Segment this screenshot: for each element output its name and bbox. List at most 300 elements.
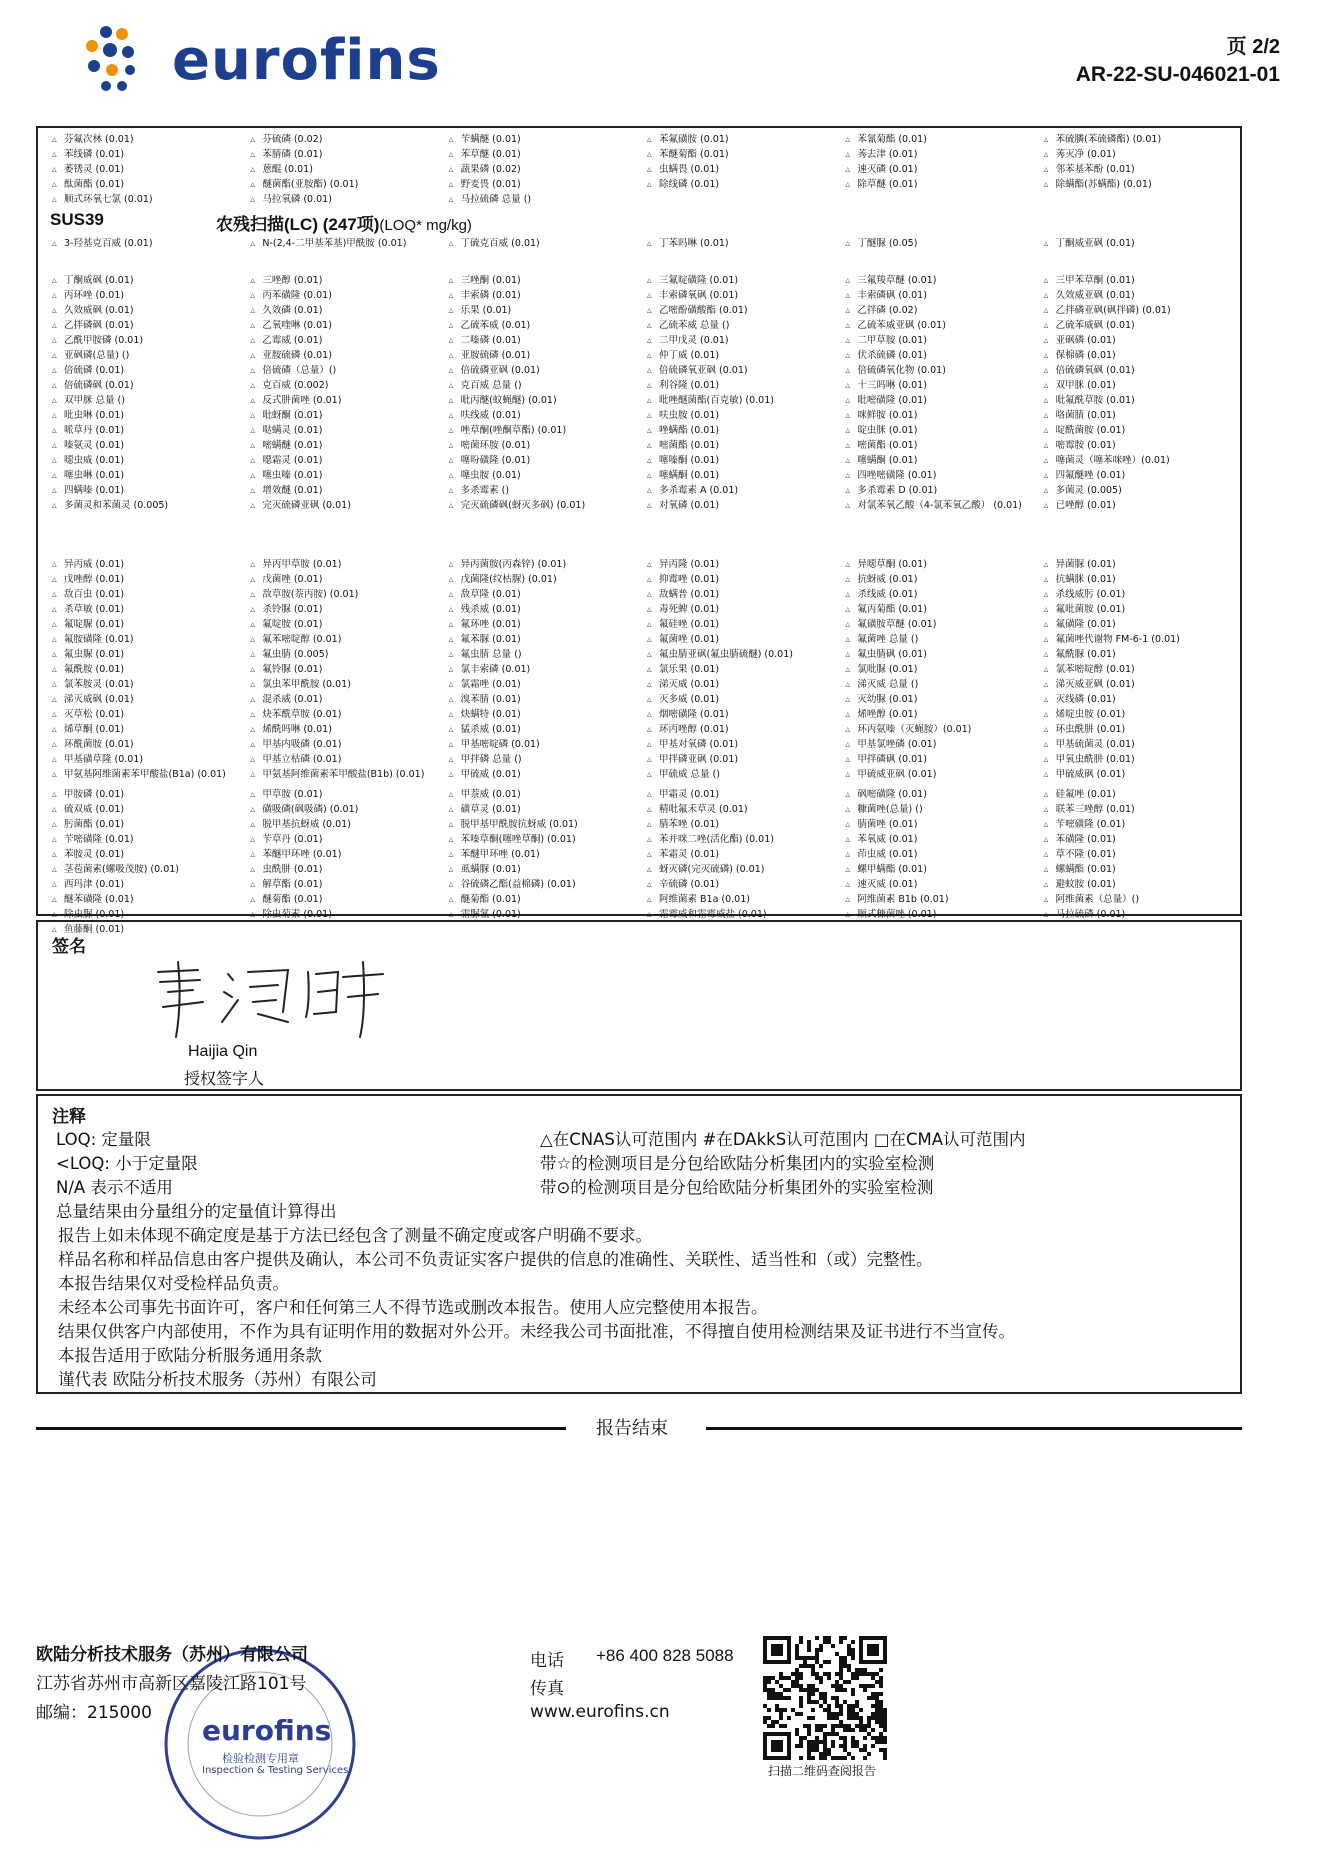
note-subcontract-external: 带⊙的检测项目是分包给欧陆分析集团外的实验室检测 <box>540 1178 934 1197</box>
test-item: △ 咯菌腈 (0.01) <box>1038 408 1236 423</box>
test-item: △ 甲基嘧啶磷 (0.01) <box>443 737 641 752</box>
test-item: △ 氟虫腈 总量 () <box>443 647 641 662</box>
test-item: △ 苯氰菊酯 (0.01) <box>839 132 1037 147</box>
test-item: △ 联苯三唑醇 (0.01) <box>1038 802 1236 817</box>
test-item: △ 对氧磷 (0.01) <box>641 498 839 513</box>
note-internal-use: 结果仅供客户内部使用，不作为具有证明作用的数据对外公开。未经我公司书面批准，不得擅自使用检测结果及证书进行不当宣传。 <box>58 1322 1015 1341</box>
test-item: △ 利谷隆 (0.01) <box>641 378 839 393</box>
test-item: △ 野麦畏 (0.01) <box>443 177 641 192</box>
test-item: △ 鱼藤酮 (0.01) <box>46 922 244 937</box>
page-number: 页 2/2 <box>1226 36 1280 58</box>
page-info <box>1076 30 1280 87</box>
test-item: △ 丰索磷 (0.01) <box>443 288 641 303</box>
company-postcode: 邮编：215000 <box>36 1703 152 1723</box>
test-item: △ 乙硫苯威 总量 () <box>641 318 839 333</box>
test-item: △ 草不隆 (0.01) <box>1038 847 1236 862</box>
test-item: △ 甲硫威亚砜 (0.01) <box>839 767 1037 782</box>
test-item: △ 敌草隆 (0.01) <box>443 587 641 602</box>
test-item: △ 甲基立枯磷 (0.01) <box>244 752 442 767</box>
test-item: △ 芬硫磷 (0.02) <box>244 132 442 147</box>
notes-title: 注释 <box>52 1107 86 1127</box>
test-item: △ 甲氧虫酰肼 (0.01) <box>1038 752 1236 767</box>
test-items-block-4 <box>46 787 1236 937</box>
test-item: △ 氟丙菊酯 (0.01) <box>839 602 1037 617</box>
test-item: △ 氟酰脲 (0.01) <box>1038 647 1236 662</box>
test-item: △ 甲拌磷 总量 () <box>443 752 641 767</box>
test-item: △ 二甲草胺 (0.01) <box>839 333 1037 348</box>
note-sample-info: 样品名称和样品信息由客户提供及确认，本公司不负责证实客户提供的信息的准确性、关联性、适当性和（或）完整性。 <box>58 1250 933 1269</box>
note-copy: 未经本公司事先书面许可，客户和任何第三人不得节选或删改本报告。使用人应完整使用本报告。 <box>58 1298 768 1317</box>
test-item: △ 氯虫苯甲酰胺 (0.01) <box>244 677 442 692</box>
test-item: △ 十三吗啉 (0.01) <box>839 378 1037 393</box>
test-item: △ 吡虫啉 (0.01) <box>46 408 244 423</box>
test-item: △ 唑草酮(唑酮草酯) (0.01) <box>443 423 641 438</box>
test-item: △ 肟菌酯 (0.01) <box>46 817 244 832</box>
divider-left <box>36 1427 566 1430</box>
test-item: △ 二嗪磷 (0.01) <box>443 333 641 348</box>
test-item: △ 嘧菌酯 (0.01) <box>641 438 839 453</box>
test-item: △ 异丙菌胺(丙森锌) (0.01) <box>443 557 641 572</box>
test-item: △ 氟菌唑 (0.01) <box>641 632 839 647</box>
test-item: △ 毒死蜱 (0.01) <box>641 602 839 617</box>
test-item: △ 苯氟磺胺 (0.01) <box>641 132 839 147</box>
test-item: △ 炔螨特 (0.01) <box>443 707 641 722</box>
test-items-block-2 <box>46 273 1236 513</box>
test-item: △ 氟胺磺隆 (0.01) <box>46 632 244 647</box>
test-item: △ 阿维菌素（总量）() <box>1038 892 1236 907</box>
test-item: △ 烟嘧磺隆 (0.01) <box>641 707 839 722</box>
test-item: △ 苯醚甲环唑 (0.01) <box>443 847 641 862</box>
test-item: △ 氟菌唑 总量 () <box>839 632 1037 647</box>
test-item: △ 噻吩磺隆 (0.01) <box>443 453 641 468</box>
company-name: 欧陆分析技术服务（苏州）有限公司 <box>36 1645 308 1665</box>
test-item: △ 避蚊胺 (0.01) <box>1038 877 1236 892</box>
test-item: △ 萎锈灵 (0.01) <box>46 162 244 177</box>
eurofins-logo <box>80 22 440 97</box>
test-item: △ 噻螨酮 (0.01) <box>839 453 1037 468</box>
test-item: △ 呋虫胺 (0.01) <box>641 408 839 423</box>
test-item: △ 氟磺胺草醚 (0.01) <box>839 617 1037 632</box>
test-item: △ 解草酯 (0.01) <box>244 877 442 892</box>
test-item: △ 苯磺隆 (0.01) <box>1038 832 1236 847</box>
test-item: △ 三氟羧草醚 (0.01) <box>839 273 1037 288</box>
test-item: △ 苯硫膦(苯硫磷酯) (0.01) <box>1038 132 1236 147</box>
test-item: △ 啶虫脒 (0.01) <box>839 423 1037 438</box>
signer-name: Haijia Qin <box>188 1043 258 1060</box>
test-item: △ 倍硫磷亚砜 (0.01) <box>443 363 641 378</box>
test-item: △ 醚菊酯 (0.01) <box>443 892 641 907</box>
test-item: △ 丙环唑 (0.01) <box>46 288 244 303</box>
test-item: △ 咪鲜胺 (0.01) <box>839 408 1037 423</box>
test-item: △ 双甲脒 (0.01) <box>1038 378 1236 393</box>
test-item: △ 醚苯磺隆 (0.01) <box>46 892 244 907</box>
test-item: △ 仲丁威 (0.01) <box>641 348 839 363</box>
test-item: △ 丁醚脲 (0.05) <box>839 236 1037 251</box>
test-item: △ 杀铃脲 (0.01) <box>244 602 442 617</box>
test-item: △ 氟虫腈亚砜(氟虫腈硫醚) (0.01) <box>641 647 839 662</box>
test-item: △ 丁酮威砜 (0.01) <box>46 273 244 288</box>
test-item: △ 环丙氨嗪（灭蝇胺）(0.01) <box>839 722 1037 737</box>
test-item: △ 苯草醚 (0.01) <box>443 147 641 162</box>
test-item: △ 抗螨脒 (0.01) <box>1038 572 1236 587</box>
test-item: △ 噻虫嗪 (0.01) <box>244 468 442 483</box>
note-accreditation: △在CNAS认可范围内 #在DAkkS认可范围内 □在CMA认可范围内 <box>540 1130 1026 1149</box>
test-item: △ 环酰菌胺 (0.01) <box>46 737 244 752</box>
test-item: △ 虱螨脲 (0.01) <box>443 862 641 877</box>
test-item: △ 乙酰甲胺磷 (0.01) <box>46 333 244 348</box>
test-items-block-1 <box>46 236 1236 251</box>
test-item: △ 蒽醌 (0.01) <box>244 162 442 177</box>
test-item: △ 马拉硫磷 (0.01) <box>1038 907 1236 922</box>
test-item: △ 苯线磷 (0.01) <box>46 147 244 162</box>
notes-section <box>36 1094 1242 1394</box>
test-item: △ 噻虫啉 (0.01) <box>46 468 244 483</box>
note-below-loq: <LOQ: 小于定量限 <box>56 1154 198 1173</box>
test-item: △ 环虫酰肼 (0.01) <box>1038 722 1236 737</box>
test-item: △ 完灭硫磷砜(蚜灭多砜) (0.01) <box>443 498 641 513</box>
test-item: △ N-(2,4-二甲基苯基)甲酰胺 (0.01) <box>244 236 442 251</box>
test-item: △ 乙霉威 (0.01) <box>244 333 442 348</box>
test-item: △ 氯苯嘧啶醇 (0.01) <box>1038 662 1236 677</box>
phone-row <box>530 1646 734 1671</box>
test-item: △ 杀草敏 (0.01) <box>46 602 244 617</box>
test-item: △ 三唑酮 (0.01) <box>443 273 641 288</box>
test-item: △ 烯唑醇 (0.01) <box>839 707 1037 722</box>
test-item: △ 苯醚菊酯 (0.01) <box>641 147 839 162</box>
signature-label: 签名 <box>52 937 86 957</box>
test-item: △ 倍硫磷砜 (0.01) <box>46 378 244 393</box>
test-item: △ 芬氟次林 (0.01) <box>46 132 244 147</box>
test-item: △ 氟酰胺 (0.01) <box>46 662 244 677</box>
test-item: △ 氟苯脲 (0.01) <box>443 632 641 647</box>
test-group-header <box>46 210 946 232</box>
test-item: △ 杀线威 (0.01) <box>839 587 1037 602</box>
brand-wordmark: eurofins <box>172 28 441 93</box>
note-uncertainty: 报告上如未体现不确定度是基于方法已经包含了测量不确定度或客户明确不要求。 <box>58 1226 652 1245</box>
test-item: △ 苄螨醚 (0.01) <box>443 132 641 147</box>
test-item: △ 混杀威 (0.01) <box>244 692 442 707</box>
test-item: △ 丙苯磺隆 (0.01) <box>244 288 442 303</box>
test-item: △ 保棉磷 (0.01) <box>1038 348 1236 363</box>
test-item: △ 亚胺硫磷 (0.01) <box>244 348 442 363</box>
test-item: △ 顺式糠菌唑 (0.01) <box>839 907 1037 922</box>
test-item: △ 醚菊酯 (0.01) <box>244 892 442 907</box>
note-na: N/A 表示不适用 <box>56 1178 173 1197</box>
test-item: △ 氯乐果 (0.01) <box>641 662 839 677</box>
test-item: △ 涕灭威砜 (0.01) <box>46 692 244 707</box>
test-item: △ 敌螨普 (0.01) <box>641 587 839 602</box>
test-item: △ 苯嗪草酮(噻唑草酮) (0.01) <box>443 832 641 847</box>
test-item: △ 敌百虫 (0.01) <box>46 587 244 602</box>
test-item: △ 甲硫威 总量 () <box>641 767 839 782</box>
test-item: △ 哌草丹 (0.01) <box>46 423 244 438</box>
test-item: △ 速灭威 (0.01) <box>839 877 1037 892</box>
test-item: △ 茎苞菌素(螺吸茂胺) (0.01) <box>46 862 244 877</box>
test-item <box>839 192 1037 207</box>
seal-cn-text: 检验检测专用章 <box>222 1752 299 1765</box>
test-item: △ 四唑嘧磺隆 (0.01) <box>839 468 1037 483</box>
test-item: △ 阿维菌素 B1b (0.01) <box>839 892 1037 907</box>
test-item: △ 氟吡菌胺 (0.01) <box>1038 602 1236 617</box>
test-item: △ 醚菌酯(亚胺酯) (0.01) <box>244 177 442 192</box>
test-item: △ 亚砜磷(总量) () <box>46 348 244 363</box>
test-item: △ 苄草丹 (0.01) <box>244 832 442 847</box>
test-item: △ 乙拌磷 (0.02) <box>839 303 1037 318</box>
test-item: △ 氟苯嘧啶醇 (0.01) <box>244 632 442 647</box>
test-item: △ 氟环唑 (0.01) <box>443 617 641 632</box>
test-item: △ 氟磺隆 (0.01) <box>1038 617 1236 632</box>
test-item: △ 对氯苯氧乙酸（4-氯苯氧乙酸） (0.01) <box>839 498 1037 513</box>
test-item: △ 双甲脒 总量 () <box>46 393 244 408</box>
report-end-text: 报告结束 <box>596 1418 668 1439</box>
test-item: △ 霜霉威和霜霉威盐 (0.01) <box>641 907 839 922</box>
note-scope: 本报告结果仅对受检样品负责。 <box>58 1274 289 1293</box>
test-item: △ 苯醚甲环唑 (0.01) <box>244 847 442 862</box>
test-item: △ 磺吸磷(砜吸磷) (0.01) <box>244 802 442 817</box>
test-item: △ 嘧菌酯 (0.01) <box>839 438 1037 453</box>
test-item: △ 溴苯腈 (0.01) <box>443 692 641 707</box>
test-item: △ 蚜灭磷(完灭硫磷) (0.01) <box>641 862 839 877</box>
group-loq: (LOQ* mg/kg) <box>379 217 472 234</box>
test-item: △ 异菌脲 (0.01) <box>1038 557 1236 572</box>
test-item: △ 螺甲螨酯 (0.01) <box>839 862 1037 877</box>
test-item: △ 氯吡脲 (0.01) <box>839 662 1037 677</box>
test-item: △ 氟虫腈 (0.005) <box>244 647 442 662</box>
test-item: △ 辛硫磷 (0.01) <box>641 877 839 892</box>
test-item: △ 克百威 (0.002) <box>244 378 442 393</box>
test-item: △ 除虫菊素 (0.01) <box>244 907 442 922</box>
report-header <box>0 0 1320 110</box>
test-item: △ 苯霜灵 (0.01) <box>641 847 839 862</box>
test-item: △ 丁酮威亚砜 (0.01) <box>1038 236 1236 251</box>
test-item: △ 螺螨酯 (0.01) <box>1038 862 1236 877</box>
test-item: △ 噻螨酮 (0.01) <box>641 468 839 483</box>
test-item: △ 砜嘧磺隆 (0.01) <box>839 787 1037 802</box>
test-item: △ 吡唑醚菌酯(百克敏) (0.01) <box>641 393 839 408</box>
test-item: △ 戊菌唑 (0.01) <box>244 572 442 587</box>
qr-code[interactable] <box>763 1636 887 1760</box>
test-item: △ 吡丙醚(蚊蝇醚) (0.01) <box>443 393 641 408</box>
test-item: △ 伏杀硫磷 (0.01) <box>839 348 1037 363</box>
test-item: △ 磺草灵 (0.01) <box>443 802 641 817</box>
test-item: △ 倍硫磷氧砜 (0.01) <box>1038 363 1236 378</box>
test-item: △ 氯苯胺灵 (0.01) <box>46 677 244 692</box>
test-item: △ 亚砜磷 (0.01) <box>1038 333 1236 348</box>
test-item: △ 噁霜灵 (0.01) <box>244 453 442 468</box>
test-item: △ 精吡氟禾草灵 (0.01) <box>641 802 839 817</box>
test-item: △ 氟虫腈砜 (0.01) <box>839 647 1037 662</box>
qr-caption: 扫描二维码查阅报告 <box>768 1764 877 1778</box>
test-item: △ 烯酰吗啉 (0.01) <box>244 722 442 737</box>
test-item: △ 谷硫磷乙酯(益棉磷) (0.01) <box>443 877 641 892</box>
seal-en-text: Inspection & Testing Services <box>202 1765 349 1776</box>
test-item: △ 甲拌磷砜 (0.01) <box>839 752 1037 767</box>
test-item: △ 苯胺灵 (0.01) <box>46 847 244 862</box>
test-item: △ 三甲苯草酮 (0.01) <box>1038 273 1236 288</box>
test-item: △ 吡嘧磺隆 (0.01) <box>839 393 1037 408</box>
test-item: △ 腈苯唑 (0.01) <box>641 817 839 832</box>
test-item: △ 氟硅唑 (0.01) <box>641 617 839 632</box>
test-item: △ 蔬果磷 (0.02) <box>443 162 641 177</box>
test-item: △ 增效醚 (0.01) <box>244 483 442 498</box>
test-item: △ 茚虫威 (0.01) <box>839 847 1037 862</box>
test-item: △ 腈菌唑 (0.01) <box>839 817 1037 832</box>
test-item: △ 甲氨基阿维菌素苯甲酸盐(B1b) (0.01) <box>244 767 442 782</box>
test-item: △ 甲硫威 (0.01) <box>443 767 641 782</box>
test-item: △ 乐果 (0.01) <box>443 303 641 318</box>
test-item: △ 完灭硫磷亚砜 (0.01) <box>244 498 442 513</box>
test-item: △ 异噁草酮 (0.01) <box>839 557 1037 572</box>
test-item: △ 三氟啶磺隆 (0.01) <box>641 273 839 288</box>
test-item: △ 硅氟唑 (0.01) <box>1038 787 1236 802</box>
test-item: △ 异丙甲草胺 (0.01) <box>244 557 442 572</box>
signer-title: 授权签字人 <box>184 1069 265 1088</box>
test-item: △ 倍硫磷氧亚砜 (0.01) <box>641 363 839 378</box>
test-item: △ 乙拌磷砜 (0.01) <box>46 318 244 333</box>
signature-section <box>36 920 1242 1091</box>
continued-test-items <box>46 132 1236 207</box>
test-items-block-3 <box>46 557 1236 782</box>
test-item: △ 抗蚜威 (0.01) <box>839 572 1037 587</box>
test-item: △ 氟菌唑代谢物 FM-6-1 (0.01) <box>1038 632 1236 647</box>
test-item: △ 甲萘威 (0.01) <box>443 787 641 802</box>
test-item: △ 残杀威 (0.01) <box>443 602 641 617</box>
test-item: △ 甲基硫菌灵 (0.01) <box>1038 737 1236 752</box>
divider-right <box>706 1427 1242 1430</box>
group-title-text: 农残扫描(LC) (247项) <box>216 215 380 234</box>
test-item: △ 氟铃脲 (0.01) <box>244 662 442 677</box>
test-item: △ 灭多威 (0.01) <box>641 692 839 707</box>
test-item: △ 吡氟酰草胺 (0.01) <box>1038 393 1236 408</box>
test-item: △ 脱甲基抗蚜威 (0.01) <box>244 817 442 832</box>
test-item: △ 呋线威 (0.01) <box>443 408 641 423</box>
test-item: △ 除虫脲 (0.01) <box>46 907 244 922</box>
test-item: △ 戊唑醇 (0.01) <box>46 572 244 587</box>
test-item: △ 甲胺磷 (0.01) <box>46 787 244 802</box>
test-item: △ 乙拌磷亚砜(砜拌磷) (0.01) <box>1038 303 1236 318</box>
test-item: △ 丰索磷氧砜 (0.01) <box>641 288 839 303</box>
test-item: △ 阿维菌素 B1a (0.01) <box>641 892 839 907</box>
test-item: △ 异丙隆 (0.01) <box>641 557 839 572</box>
test-item: △ 久效威砜 (0.01) <box>46 303 244 318</box>
note-loq: LOQ: 定量限 <box>56 1130 151 1149</box>
test-item: △ 酞菌酯 (0.01) <box>46 177 244 192</box>
report-id: AR-22-SU-046021-01 <box>1075 63 1280 86</box>
test-item: △ 乙嘧酚磺酸酯 (0.01) <box>641 303 839 318</box>
test-item: △ 久效威亚砜 (0.01) <box>1038 288 1236 303</box>
test-item <box>641 192 839 207</box>
test-item: △ 邻苯基苯酚 (0.01) <box>1038 162 1236 177</box>
test-item: △ 烯啶虫胺 (0.01) <box>1038 707 1236 722</box>
fax-label: 传真 <box>530 1679 564 1699</box>
test-item: △ 苯氧威 (0.01) <box>839 832 1037 847</box>
test-item: △ 倍硫磷 (0.01) <box>46 363 244 378</box>
test-item: △ 丁苯吗啉 (0.01) <box>641 236 839 251</box>
handwritten-signature <box>138 952 398 1042</box>
test-item: △ 亚胺硫磷 (0.01) <box>443 348 641 363</box>
test-item: △ 甲氨基阿维菌素苯甲酸盐(B1a) (0.01) <box>46 767 244 782</box>
test-item: △ 三唑醇 (0.01) <box>244 273 442 288</box>
test-item: △ 丁硫克百威 (0.01) <box>443 236 641 251</box>
test-item: △ 已唑醇 (0.01) <box>1038 498 1236 513</box>
test-item: △ 甲基磺草隆 (0.01) <box>46 752 244 767</box>
test-item: △ 啶酰菌胺 (0.01) <box>1038 423 1236 438</box>
test-item: △ 唑螨酯 (0.01) <box>641 423 839 438</box>
test-item: △ 3-羟基克百威 (0.01) <box>46 236 244 251</box>
test-item: △ 久效磷 (0.01) <box>244 303 442 318</box>
test-item: △ 速灭磷 (0.01) <box>839 162 1037 177</box>
test-items-table <box>36 126 1242 935</box>
note-on-behalf: 谨代表 欧陆分析技术服务（苏州）有限公司 <box>58 1370 377 1389</box>
test-item: △ 多杀霉素 () <box>443 483 641 498</box>
test-item: △ 氯霜唑 (0.01) <box>443 677 641 692</box>
test-item: △ 反式肼菌唑 (0.01) <box>244 393 442 408</box>
footer <box>0 1610 1320 1871</box>
test-item: △ 乙硫苯威 (0.01) <box>443 318 641 333</box>
eurofins-logo-icon <box>80 22 170 97</box>
seal-brand: eurofins <box>202 1714 332 1747</box>
test-item: △ 乙硫苯威砜 (0.01) <box>1038 318 1236 333</box>
test-item: △ 猛杀威 (0.01) <box>443 722 641 737</box>
company-address: 江苏省苏州市高新区嘉陵江路101号 <box>36 1674 307 1694</box>
test-item: △ 灭幼脲 (0.01) <box>839 692 1037 707</box>
website-row <box>530 1702 670 1722</box>
test-item: △ 西玛津 (0.01) <box>46 877 244 892</box>
test-item: △ 倍硫磷氧化物 (0.01) <box>839 363 1037 378</box>
test-item: △ 霜脲氰 (0.01) <box>443 907 641 922</box>
test-item: △ 倍硫磷（总量）() <box>244 363 442 378</box>
test-item: △ 丰索磷砜 (0.01) <box>839 288 1037 303</box>
test-item: △ 糠菌唑(总量) () <box>839 802 1037 817</box>
test-item: △ 脱甲基甲酰胺抗蚜威 (0.01) <box>443 817 641 832</box>
test-item: △ 四螨嗪 (0.01) <box>46 483 244 498</box>
test-item: △ 苯腈磷 (0.01) <box>244 147 442 162</box>
test-item: △ 甲拌磷亚砜 (0.01) <box>641 752 839 767</box>
test-item: △ 除线磷 (0.01) <box>641 177 839 192</box>
test-item: △ 多菌灵 (0.005) <box>1038 483 1236 498</box>
test-item: △ 除螨酯(苏螨酯) (0.01) <box>1038 177 1236 192</box>
test-item: △ 甲草胺 (0.01) <box>244 787 442 802</box>
test-item: △ 嘧螨醚 (0.01) <box>244 438 442 453</box>
test-item: △ 涕灭威 总量 () <box>839 677 1037 692</box>
test-item: △ 二甲戊灵 (0.01) <box>641 333 839 348</box>
test-item: △ 虫酰肼 (0.01) <box>244 862 442 877</box>
note-total: 总量结果由分量组分的定量值计算得出 <box>56 1202 337 1221</box>
test-item: △ 嗪氨灵 (0.01) <box>46 438 244 453</box>
group-title <box>216 210 472 235</box>
test-item: △ 多菌灵和苯菌灵 (0.005) <box>46 498 244 513</box>
test-item: △ 氟啶胺 (0.01) <box>244 617 442 632</box>
test-item: △ 虫螨畏 (0.01) <box>641 162 839 177</box>
group-code: SUS39 <box>50 210 104 229</box>
phone-label: 电话 <box>530 1651 564 1671</box>
website-link[interactable]: www.eurofins.cn <box>530 1702 670 1722</box>
note-terms: 本报告适用于欧陆分析服务通用条款 <box>58 1346 322 1365</box>
test-item: △ 敌草胺(萘丙胺) (0.01) <box>244 587 442 602</box>
test-item: △ 莠去津 (0.01) <box>839 147 1037 162</box>
test-item: △ 除草醚 (0.01) <box>839 177 1037 192</box>
test-item: △ 马拉氧磷 (0.01) <box>244 192 442 207</box>
test-item: △ 灭线磷 (0.01) <box>1038 692 1236 707</box>
test-item: △ 硫双威 (0.01) <box>46 802 244 817</box>
test-item: △ 异丙威 (0.01) <box>46 557 244 572</box>
test-item: △ 四氟醚唑 (0.01) <box>1038 468 1236 483</box>
test-item: △ 氯丰索磷 (0.01) <box>443 662 641 677</box>
test-item: △ 多杀霉素 D (0.01) <box>839 483 1037 498</box>
test-item: △ 多杀霉素 A (0.01) <box>641 483 839 498</box>
test-item: △ 乙硫苯威亚砜 (0.01) <box>839 318 1037 333</box>
test-item <box>1038 192 1236 207</box>
